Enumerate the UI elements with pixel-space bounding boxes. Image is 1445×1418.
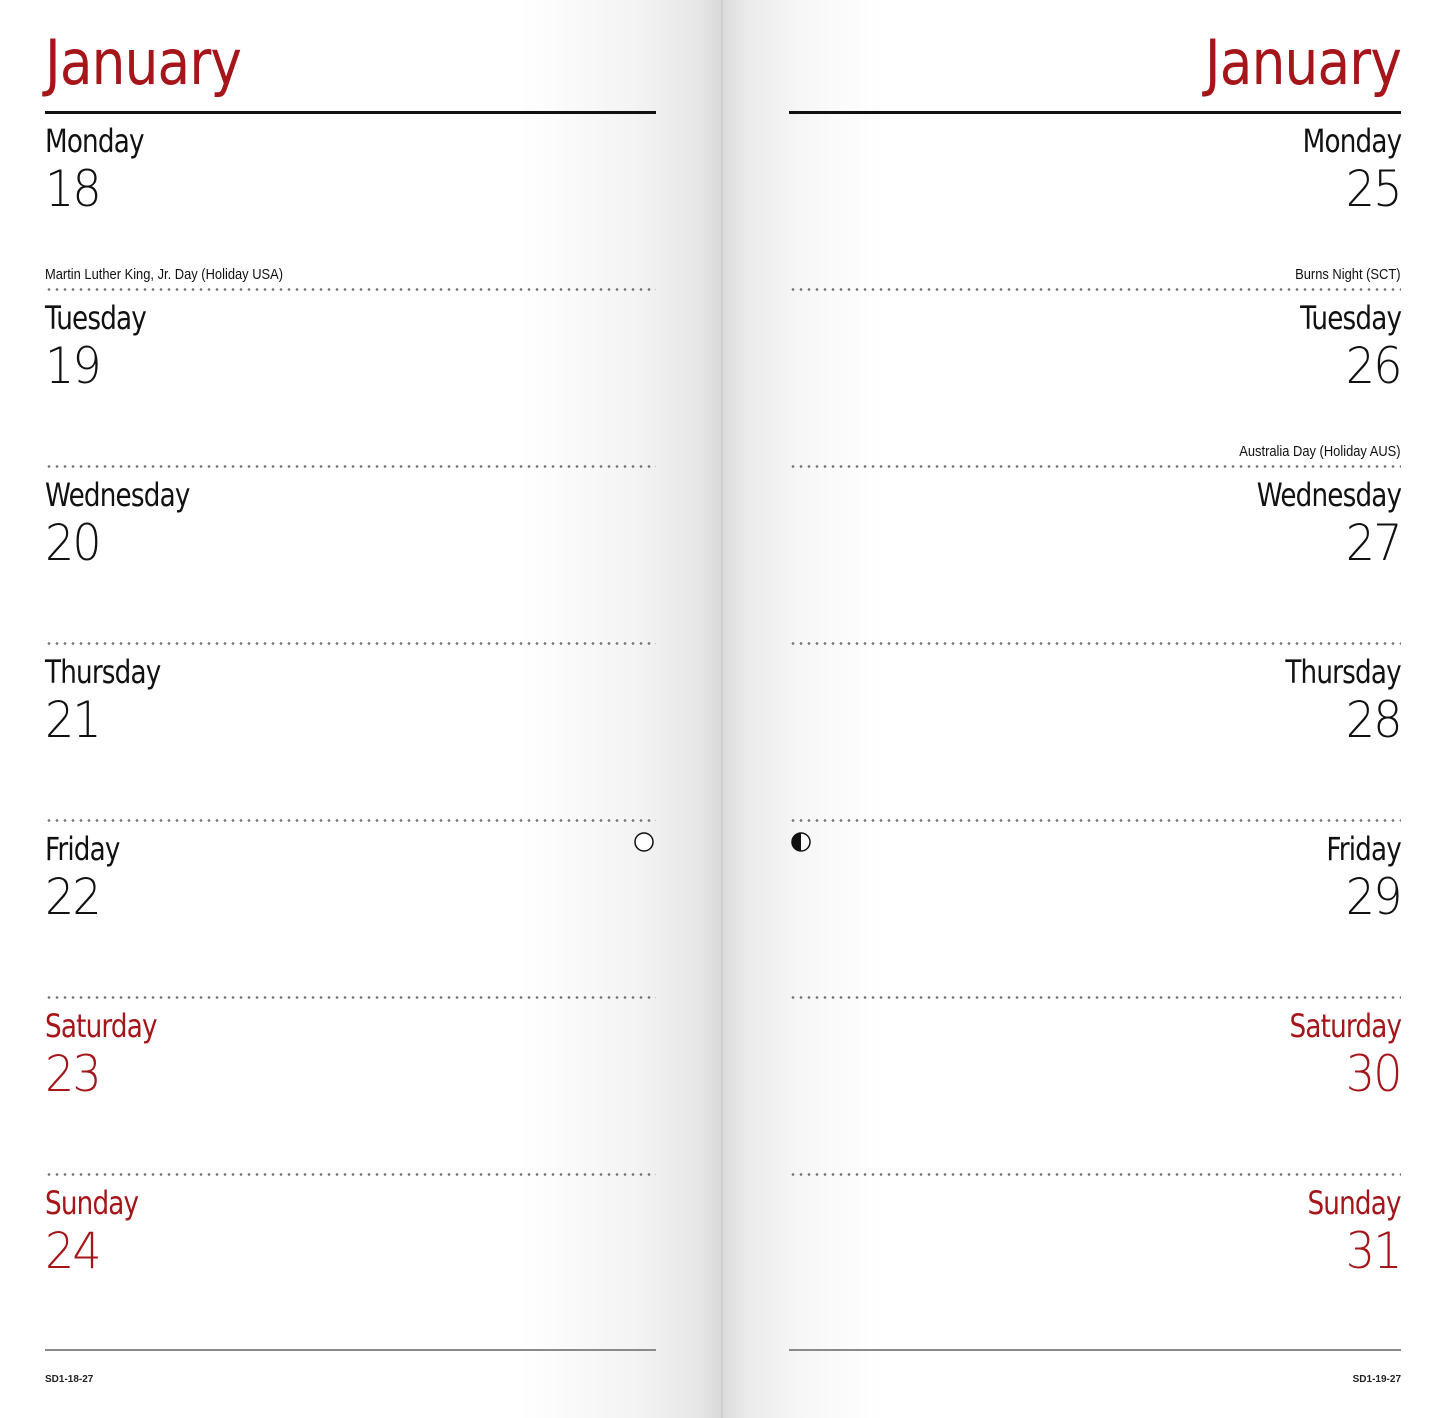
day-block[interactable] — [789, 468, 1401, 645]
day-number: 19 — [45, 337, 100, 395]
day-name: Saturday — [1289, 1007, 1401, 1045]
day-name: Friday — [1326, 830, 1401, 868]
day-number: 28 — [1346, 691, 1401, 749]
day-block[interactable] — [789, 291, 1401, 468]
holiday-note: Burns Night (SCT) — [1295, 266, 1401, 283]
day-number: 22 — [45, 868, 100, 926]
day-name: Friday — [45, 830, 120, 868]
full-moon-icon — [634, 832, 654, 852]
day-number: 18 — [45, 160, 100, 218]
day-number: 25 — [1346, 160, 1401, 218]
day-number: 29 — [1346, 868, 1401, 926]
day-block[interactable] — [45, 999, 656, 1176]
day-block[interactable] — [45, 822, 656, 999]
day-block[interactable] — [45, 645, 656, 822]
bottom-rule — [45, 1349, 656, 1351]
day-name: Sunday — [45, 1184, 139, 1222]
day-name: Sunday — [1307, 1184, 1401, 1222]
last-quarter-moon-icon — [791, 832, 811, 852]
day-number: 30 — [1346, 1045, 1401, 1103]
day-name: Thursday — [1285, 653, 1401, 691]
day-name: Tuesday — [45, 299, 147, 337]
day-block[interactable] — [789, 822, 1401, 999]
day-name: Saturday — [45, 1007, 157, 1045]
day-block[interactable] — [789, 1176, 1401, 1353]
page-code: SD1-19-27 — [1352, 1374, 1401, 1385]
day-block[interactable] — [789, 999, 1401, 1176]
bottom-rule — [789, 1349, 1401, 1351]
day-number: 20 — [45, 514, 100, 572]
day-name: Thursday — [45, 653, 161, 691]
day-number: 21 — [45, 691, 100, 749]
holiday-note: Australia Day (Holiday AUS) — [1239, 443, 1401, 460]
right-page — [723, 0, 1445, 1418]
day-number: 23 — [45, 1045, 100, 1103]
day-name: Monday — [45, 122, 144, 160]
day-block[interactable] — [789, 645, 1401, 822]
left-page — [0, 0, 722, 1418]
day-name: Wednesday — [45, 476, 190, 514]
page-code: SD1-18-27 — [45, 1374, 94, 1385]
day-block[interactable] — [45, 468, 656, 645]
day-number: 27 — [1346, 514, 1401, 572]
day-name: Wednesday — [1256, 476, 1401, 514]
day-block[interactable] — [789, 114, 1401, 291]
holiday-note: Martin Luther King, Jr. Day (Holiday USA) — [45, 266, 284, 283]
day-name: Tuesday — [1299, 299, 1401, 337]
day-block[interactable] — [45, 1176, 656, 1353]
month-title: January — [45, 26, 242, 99]
day-block[interactable] — [45, 114, 656, 291]
day-number: 24 — [45, 1222, 100, 1280]
day-name: Monday — [1302, 122, 1401, 160]
day-number: 26 — [1346, 337, 1401, 395]
month-title: January — [1204, 26, 1401, 99]
day-block[interactable] — [45, 291, 656, 468]
day-number: 31 — [1346, 1222, 1401, 1280]
